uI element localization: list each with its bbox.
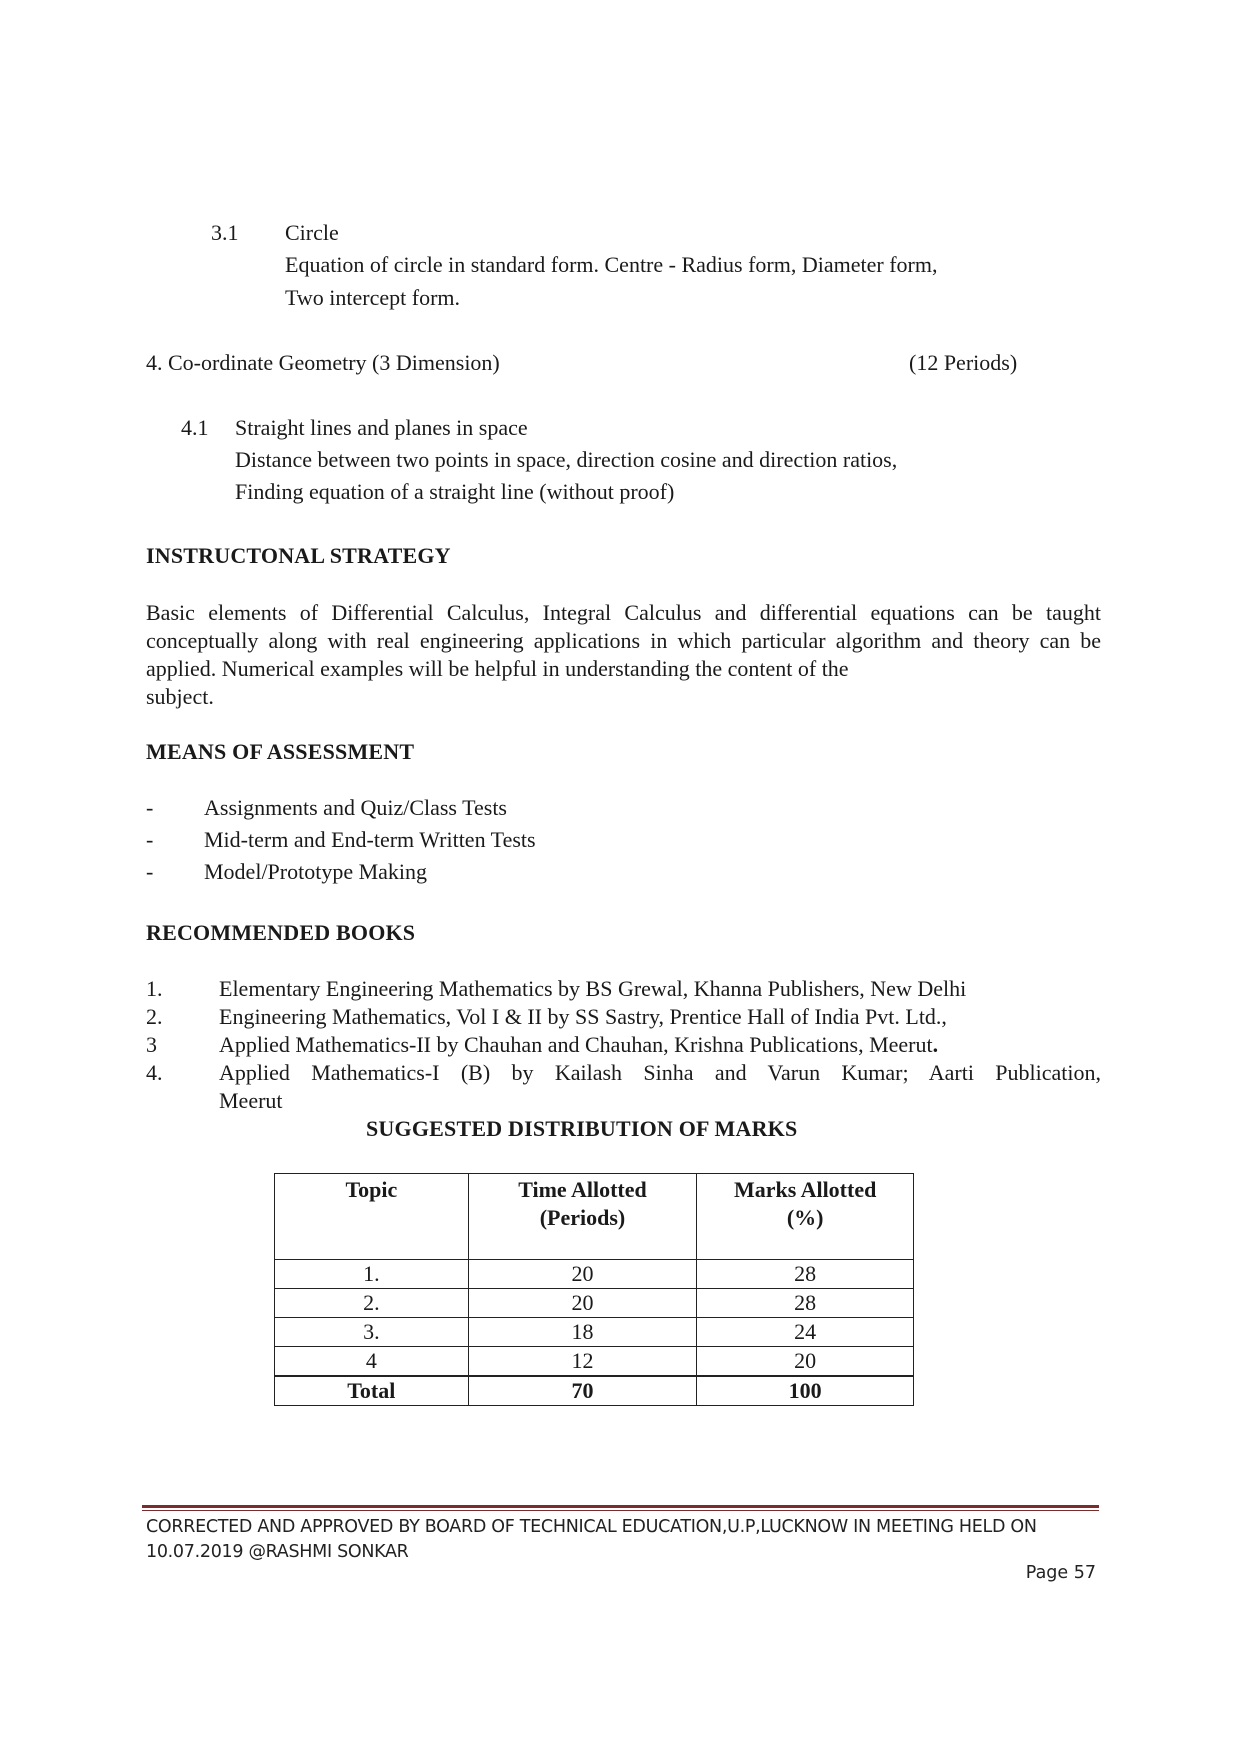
section-4-heading: 4. Co-ordinate Geometry (3 Dimension) [146,350,500,375]
cell-periods: 12 [468,1347,697,1377]
column-header-topic [275,1174,469,1260]
cell-marks: 20 [697,1347,914,1377]
table-total-row [275,1376,914,1406]
assessment-item: Mid-term and End-term Written Tests [204,827,536,852]
page-number: Page 57 [1025,1563,1096,1583]
section-number-3-1: 3.1 [211,220,239,245]
cell-total-periods: 70 [468,1376,697,1406]
footer-line-1: CORRECTED AND APPROVED BY BOARD OF TECHNICAL EDUCATION,U.P,LUCKNOW IN MEETING HELD ON [146,1517,1037,1537]
header-marks-line-1: Marks Allotted [733,1177,877,1202]
section-4-1-line-2: Finding equation of a straight line (without proof) [235,479,675,504]
table-row [275,1289,914,1318]
cell-periods: 18 [468,1318,697,1347]
section-title-circle: Circle [285,220,339,245]
cell-topic: 4 [275,1347,469,1377]
book-entry-text: Applied Mathematics-II by Chauhan and Chauhan, Krishna Publications, Meerut [219,1032,933,1057]
footer-divider [142,1505,1099,1508]
footer-note [146,1515,1037,1565]
cell-marks: 28 [697,1260,914,1289]
assessment-item: Model/Prototype Making [204,859,428,884]
cell-marks: 24 [697,1318,914,1347]
table-row [275,1347,914,1377]
assessment-bullet: - [146,859,154,884]
header-topic-label: Topic [345,1177,398,1202]
table-header-row [275,1174,914,1260]
book-entry-continuation: Meerut [219,1088,283,1113]
section-4-1-line-1: Distance between two points in space, direction cosine and direction ratios, [235,447,898,472]
cell-total-label: Total [275,1376,469,1406]
assessment-heading: MEANS OF ASSESSMENT [146,739,415,764]
section-title-straight-lines: Straight lines and planes in space [235,415,528,440]
strategy-text: Basic elements of Differential Calculus, Integral Calculus and differential equations can be taught conceptually along with real engineering applications in which particular algorithm and theory can be applied. Numerical examples will be helpful in understanding the content of the [146,600,1101,681]
cell-topic: 1. [275,1260,469,1289]
cell-periods: 20 [468,1289,697,1318]
assessment-item: Assignments and Quiz/Class Tests [204,795,507,820]
strategy-paragraph [146,599,1101,711]
book-entry: Applied Mathematics-I (B) by Kailash Sinha and Varun Kumar; Aarti Publication, [219,1060,1101,1085]
assessment-bullet: - [146,795,154,820]
book-entry: Elementary Engineering Mathematics by BS Grewal, Khanna Publishers, New Delhi [219,976,967,1001]
cell-periods: 20 [468,1260,697,1289]
section-3-1-line-2: Two intercept form. [285,285,461,310]
cell-topic: 3. [275,1318,469,1347]
distribution-heading: SUGGESTED DISTRIBUTION OF MARKS [366,1116,798,1141]
strategy-heading: INSTRUCTONAL STRATEGY [146,543,451,568]
cell-total-marks: 100 [697,1376,914,1406]
book-entry: Engineering Mathematics, Vol I & II by SS Sastry, Prentice Hall of India Pvt. Ltd., [219,1004,947,1029]
column-header-time-allotted [468,1174,697,1260]
book-number: 3 [146,1032,157,1057]
footer-line-2: 10.07.2019 @RASHMI SONKAR [146,1542,409,1562]
strategy-last-line: subject. [146,684,214,709]
book-entry-suffix: . [932,1032,939,1057]
cell-topic: 2. [275,1289,469,1318]
book-entry-3 [219,1032,938,1058]
section-4-periods: (12 Periods) [909,350,1018,375]
column-header-marks-allotted [697,1174,914,1260]
header-time-line-1: Time Allotted [518,1177,647,1202]
book-number: 1. [146,976,163,1001]
table-row [275,1260,914,1289]
header-time-line-2: (Periods) [539,1205,626,1230]
cell-marks: 28 [697,1289,914,1318]
marks-distribution-table [274,1173,914,1406]
book-number: 2. [146,1004,163,1029]
book-number: 4. [146,1060,163,1085]
section-number-4-1: 4.1 [181,415,209,440]
footer-divider-thin [142,1510,1099,1511]
table-row [275,1318,914,1347]
section-3-1-line-1: Equation of circle in standard form. Centre - Radius form, Diameter form, [285,252,938,277]
header-marks-line-2: (%) [786,1205,824,1230]
assessment-bullet: - [146,827,154,852]
books-heading: RECOMMENDED BOOKS [146,920,416,945]
